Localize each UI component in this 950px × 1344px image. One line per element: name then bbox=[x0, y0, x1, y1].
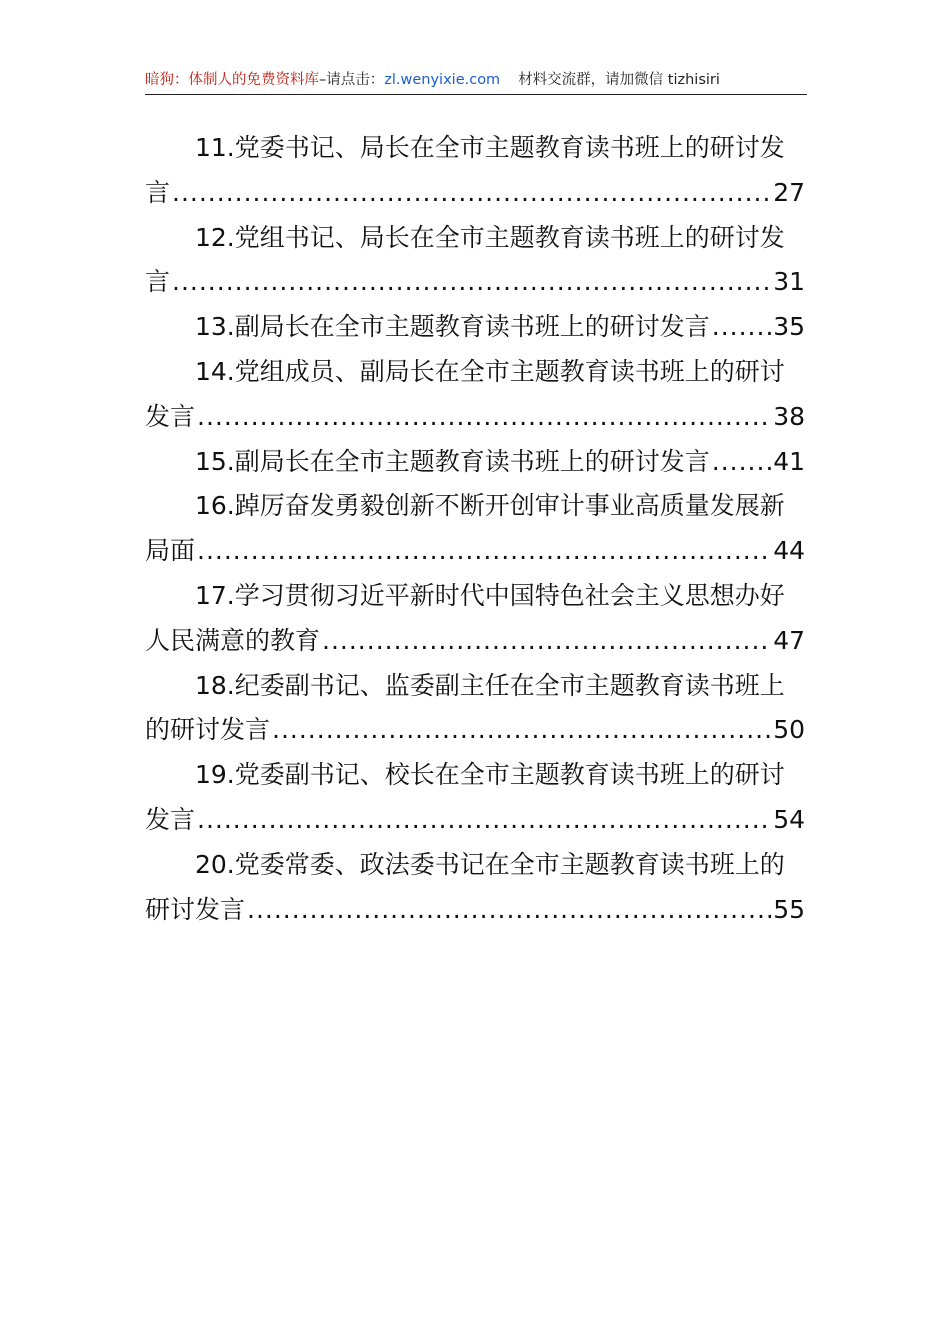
toc-page-number: 41 bbox=[773, 446, 805, 476]
toc-entry-title: 18.纪委副书记、监委副主任在全市主题教育读书班上 bbox=[195, 670, 785, 700]
toc-page-number: 54 bbox=[773, 804, 805, 834]
toc-entry-12[interactable] bbox=[145, 216, 805, 306]
toc-entry-title-cont: 言 bbox=[145, 177, 171, 207]
toc-entry-17[interactable] bbox=[145, 574, 805, 664]
dot-leader bbox=[712, 305, 771, 350]
toc-entry-18[interactable] bbox=[145, 664, 805, 754]
toc-page-number: 50 bbox=[773, 715, 805, 745]
toc-page-number: 31 bbox=[773, 267, 805, 297]
toc-entry-14[interactable] bbox=[145, 350, 805, 440]
toc-entry-title-cont: 人民满意的教育 bbox=[145, 625, 321, 655]
toc-entry-19[interactable] bbox=[145, 753, 805, 843]
dot-leader bbox=[197, 529, 771, 574]
header-group-text: 材料交流群，请加微信 tizhisiri bbox=[518, 72, 720, 88]
header-url-link[interactable]: zl.wenyixie.com bbox=[384, 72, 501, 88]
toc-entry-15[interactable] bbox=[145, 440, 805, 485]
toc-entry-title: 16.踔厉奋发勇毅创新不断开创审计事业高质量发展新 bbox=[195, 491, 785, 521]
toc-page-number: 35 bbox=[773, 312, 805, 342]
toc-entry-11[interactable] bbox=[145, 126, 805, 216]
toc-page-number: 44 bbox=[773, 536, 805, 566]
dot-leader bbox=[197, 798, 771, 843]
toc-entry-title: 17.学习贯彻习近平新时代中国特色社会主义思想办好 bbox=[195, 580, 785, 610]
dot-leader bbox=[322, 619, 771, 664]
toc-entry-title: 15.副局长在全市主题教育读书班上的研讨发言 bbox=[195, 446, 710, 476]
toc-entry-title: 20.党委常委、政法委书记在全市主题教育读书班上的 bbox=[195, 849, 785, 879]
header-brand: 暗狗：体制人的免费资料库 bbox=[145, 72, 319, 88]
toc-entry-title-cont: 言 bbox=[145, 267, 171, 297]
toc-page-number: 38 bbox=[773, 401, 805, 431]
dot-leader bbox=[272, 708, 771, 753]
toc-entry-title-cont: 研讨发言 bbox=[145, 894, 246, 924]
header-click-text: –请点击： bbox=[319, 72, 385, 88]
dot-leader bbox=[172, 260, 771, 305]
toc-page-number: 47 bbox=[773, 625, 805, 655]
toc-entry-title-cont: 发言 bbox=[145, 401, 196, 431]
toc-entry-title-cont: 的研讨发言 bbox=[145, 715, 271, 745]
toc-entry-20[interactable] bbox=[145, 843, 805, 933]
dot-leader bbox=[172, 171, 771, 216]
page-header bbox=[145, 68, 807, 95]
dot-leader bbox=[247, 888, 771, 933]
dot-leader bbox=[197, 395, 771, 440]
toc-entry-13[interactable] bbox=[145, 305, 805, 350]
toc-entry-title: 11.党委书记、局长在全市主题教育读书班上的研讨发 bbox=[195, 133, 785, 162]
toc-page-number: 55 bbox=[773, 894, 805, 924]
toc-page-number: 27 bbox=[773, 177, 805, 207]
toc-entry-title-cont: 局面 bbox=[145, 536, 196, 566]
toc-entry-title: 12.党组书记、局长在全市主题教育读书班上的研讨发 bbox=[195, 222, 785, 252]
toc-entry-title-cont: 发言 bbox=[145, 804, 196, 834]
toc-entry-title: 13.副局长在全市主题教育读书班上的研讨发言 bbox=[195, 312, 710, 342]
toc-entry-title: 14.党组成员、副局长在全市主题教育读书班上的研讨 bbox=[195, 356, 785, 386]
dot-leader bbox=[712, 440, 771, 485]
toc-entry-16[interactable] bbox=[145, 484, 805, 574]
toc-entry-title: 19.党委副书记、校长在全市主题教育读书班上的研讨 bbox=[195, 760, 785, 790]
table-of-contents bbox=[145, 126, 805, 932]
